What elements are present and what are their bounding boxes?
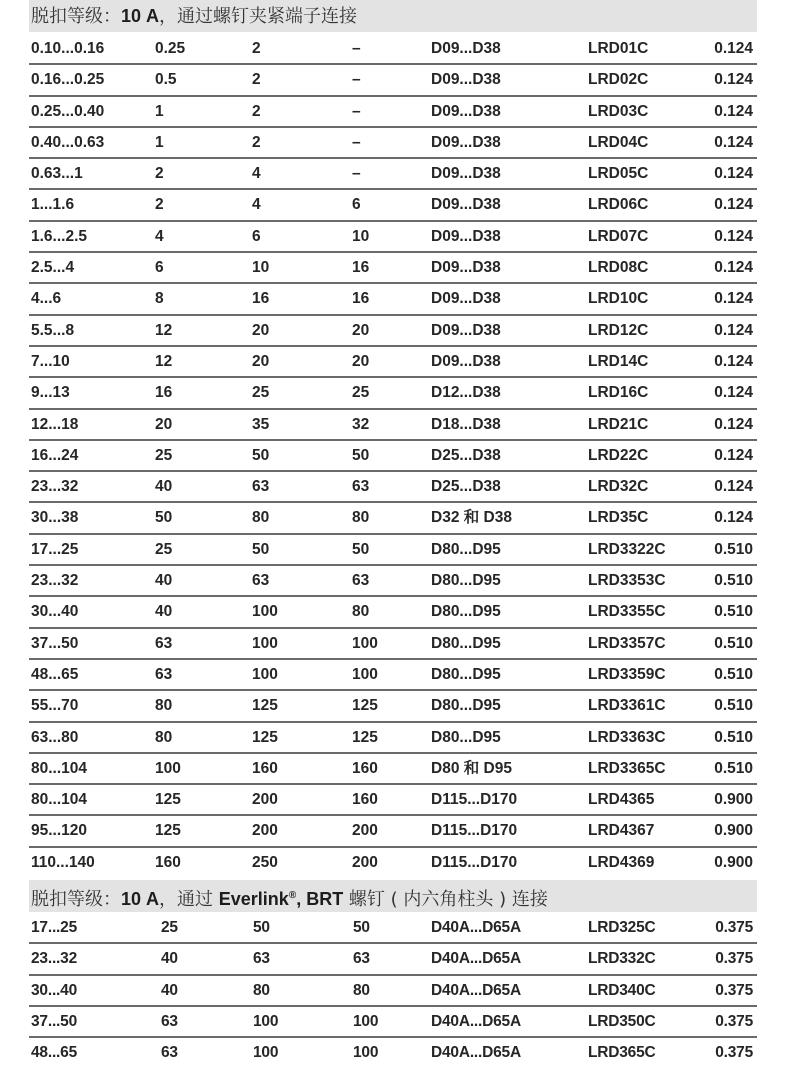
cell-setting-range: 9...13	[31, 384, 70, 402]
cell-fuse-gg: 100	[252, 665, 278, 683]
cell-fuse-bs88: –	[352, 102, 361, 120]
table-row	[29, 1007, 757, 1038]
cell-fuse-bs88: 50	[352, 540, 370, 558]
cell-fuse-bs88: 100	[352, 634, 378, 652]
cell-fuse-am: 2	[155, 196, 164, 214]
cell-fuse-gg: 35	[252, 415, 270, 433]
cell-contactor-range: D80...D95	[431, 665, 501, 683]
cell-reference: LRD325C	[588, 919, 656, 936]
cell-weight: 0.124	[714, 321, 753, 339]
cell-fuse-am: 1	[155, 102, 164, 120]
cell-reference: LRD4365	[588, 791, 655, 809]
cell-fuse-bs88: 200	[352, 853, 378, 871]
cell-contactor-range: D80 和 D95	[431, 759, 512, 777]
cell-reference: LRD03C	[588, 102, 649, 120]
cell-fuse-bs88: 160	[352, 759, 378, 777]
cell-contactor-range: D25...D38	[431, 478, 501, 496]
cell-reference: LRD365C	[588, 1044, 656, 1062]
cell-reference: LRD04C	[588, 133, 649, 151]
cell-fuse-bs88: 100	[352, 665, 378, 683]
cell-weight: 0.510	[714, 603, 753, 621]
cell-contactor-range: D80...D95	[431, 540, 501, 558]
cell-setting-range: 23...32	[31, 572, 79, 590]
cell-fuse-gg: 6	[252, 227, 261, 245]
cell-reference: LRD14C	[588, 352, 649, 370]
table-row	[29, 944, 757, 975]
relay-table-everlink	[29, 913, 757, 1067]
section-header-everlink	[29, 880, 757, 912]
cell-fuse-bs88: 100	[353, 1044, 379, 1062]
cell-fuse-am: 20	[155, 415, 173, 433]
cell-fuse-bs88: 20	[352, 352, 370, 370]
cell-reference: LRD21C	[588, 415, 649, 433]
table-row	[29, 566, 757, 597]
cell-reference: LRD350C	[588, 1012, 656, 1030]
cell-fuse-am: 125	[155, 791, 181, 809]
cell-weight: 0.124	[714, 227, 753, 245]
cell-setting-range: 80...104	[31, 759, 88, 777]
section-title-rating: 10 A	[121, 889, 160, 909]
cell-reference: LRD4369	[588, 853, 655, 871]
cell-fuse-bs88: 200	[352, 822, 378, 840]
cell-contactor-range: D40A...D65A	[431, 1044, 521, 1062]
cell-fuse-am: 63	[155, 634, 173, 652]
table-row	[29, 913, 757, 944]
cell-fuse-bs88: 10	[352, 227, 370, 245]
cell-reference: LRD07C	[588, 227, 649, 245]
cell-weight: 0.124	[714, 384, 753, 402]
table-row	[29, 816, 757, 847]
table-row	[29, 410, 757, 441]
table-row	[29, 347, 757, 378]
cell-fuse-gg: 50	[253, 919, 270, 936]
section-title-prefix: 脱扣等级：	[31, 6, 121, 27]
cell-fuse-am: 2	[155, 165, 164, 183]
cell-setting-range: 30...38	[31, 509, 79, 527]
table-row	[29, 441, 757, 472]
section-title-suffix: 螺钉 ( 内六角柱头 ) 连接	[343, 889, 548, 910]
cell-fuse-am: 8	[155, 290, 164, 308]
cell-setting-range: 16...24	[31, 446, 79, 464]
cell-fuse-am: 63	[161, 1044, 178, 1062]
table-row	[29, 128, 757, 159]
cell-fuse-am: 0.25	[155, 40, 186, 57]
table-row	[29, 660, 757, 691]
cell-reference: LRD3363C	[588, 728, 666, 746]
cell-fuse-gg: 63	[252, 478, 270, 496]
cell-fuse-am: 25	[155, 446, 173, 464]
table-row	[29, 503, 757, 534]
cell-reference: LRD332C	[588, 950, 656, 968]
cell-reference: LRD3353C	[588, 572, 666, 590]
cell-fuse-gg: 63	[253, 950, 270, 968]
cell-weight: 0.510	[714, 665, 753, 683]
cell-fuse-gg: 50	[252, 540, 270, 558]
cell-fuse-gg: 10	[252, 259, 270, 277]
cell-fuse-am: 100	[155, 759, 181, 777]
cell-setting-range: 48...65	[31, 665, 79, 683]
cell-fuse-gg: 50	[252, 446, 270, 464]
cell-setting-range: 23...32	[31, 950, 78, 968]
cell-weight: 0.124	[714, 71, 753, 89]
cell-contactor-range: D09...D38	[431, 196, 501, 214]
cell-contactor-range: D115...D170	[431, 822, 518, 840]
cell-fuse-am: 4	[155, 227, 164, 245]
cell-weight: 0.375	[715, 950, 753, 968]
cell-fuse-gg: 63	[252, 572, 270, 590]
table-row	[29, 253, 757, 284]
cell-setting-range: 55...70	[31, 697, 79, 715]
cell-fuse-am: 160	[155, 853, 181, 871]
cell-contactor-range: D18...D38	[431, 415, 501, 433]
cell-setting-range: 95...120	[31, 822, 88, 840]
cell-contactor-range: D115...D170	[431, 853, 518, 871]
cell-fuse-am: 1	[155, 133, 164, 151]
cell-reference: LRD3355C	[588, 603, 666, 621]
cell-contactor-range: D09...D38	[431, 321, 501, 339]
cell-fuse-bs88: 50	[353, 919, 370, 936]
cell-weight: 0.510	[714, 572, 753, 590]
cell-contactor-range: D115...D170	[431, 791, 518, 809]
cell-contactor-range: D09...D38	[431, 133, 501, 151]
cell-fuse-gg: 4	[252, 165, 261, 183]
table-row	[29, 976, 757, 1007]
cell-fuse-am: 12	[155, 321, 173, 339]
cell-fuse-bs88: 16	[352, 259, 370, 277]
section-header-screw-clamp	[29, 0, 757, 32]
cell-fuse-bs88: 63	[353, 950, 370, 968]
cell-contactor-range: D09...D38	[431, 71, 501, 89]
table-row	[29, 34, 757, 65]
cell-reference: LRD01C	[588, 40, 649, 57]
cell-contactor-range: D09...D38	[431, 227, 501, 245]
cell-fuse-bs88: 16	[352, 290, 370, 308]
cell-setting-range: 63...80	[31, 728, 79, 746]
cell-fuse-bs88: 63	[352, 478, 370, 496]
table-row	[29, 723, 757, 754]
cell-reference: LRD06C	[588, 196, 649, 214]
cell-setting-range: 80...104	[31, 791, 88, 809]
cell-setting-range: 0.16...0.25	[31, 71, 105, 89]
cell-setting-range: 7...10	[31, 352, 70, 370]
cell-reference: LRD3361C	[588, 697, 666, 715]
table-row	[29, 284, 757, 315]
cell-reference: LRD12C	[588, 321, 649, 339]
cell-reference: LRD340C	[588, 981, 656, 999]
cell-contactor-range: D09...D38	[431, 259, 501, 277]
table-row	[29, 754, 757, 785]
cell-fuse-am: 16	[155, 384, 173, 402]
cell-weight: 0.900	[714, 791, 753, 809]
cell-reference: LRD3357C	[588, 634, 666, 652]
cell-contactor-range: D09...D38	[431, 352, 501, 370]
cell-fuse-bs88: 50	[352, 446, 370, 464]
cell-setting-range: 37...50	[31, 1012, 78, 1030]
cell-fuse-gg: 160	[252, 759, 278, 777]
cell-fuse-am: 6	[155, 259, 164, 277]
cell-weight: 0.124	[714, 352, 753, 370]
cell-setting-range: 4...6	[31, 290, 62, 308]
cell-fuse-gg: 2	[252, 133, 261, 151]
cell-fuse-am: 40	[161, 981, 178, 999]
cell-weight: 0.124	[714, 165, 753, 183]
cell-fuse-gg: 4	[252, 196, 261, 214]
cell-fuse-gg: 100	[253, 1012, 279, 1030]
cell-weight: 0.124	[714, 290, 753, 308]
cell-setting-range: 0.10...0.16	[31, 40, 105, 57]
table-row	[29, 691, 757, 722]
table-row	[29, 535, 757, 566]
cell-weight: 0.124	[714, 446, 753, 464]
cell-fuse-bs88: 125	[352, 728, 378, 746]
cell-fuse-gg: 250	[252, 853, 278, 871]
cell-fuse-am: 50	[155, 509, 173, 527]
table-row	[29, 848, 757, 877]
cell-fuse-am: 12	[155, 352, 173, 370]
cell-setting-range: 48...65	[31, 1044, 78, 1062]
cell-setting-range: 2.5...4	[31, 259, 75, 277]
cell-setting-range: 0.40...0.63	[31, 133, 105, 151]
cell-fuse-bs88: 20	[352, 321, 370, 339]
cell-contactor-range: D80...D95	[431, 728, 501, 746]
cell-weight: 0.510	[714, 540, 753, 558]
cell-setting-range: 12...18	[31, 415, 79, 433]
table-row	[29, 222, 757, 253]
cell-reference: LRD32C	[588, 478, 649, 496]
cell-weight: 0.124	[714, 259, 753, 277]
section-title-rating: 10 A	[121, 6, 160, 26]
cell-reference: LRD22C	[588, 446, 649, 464]
cell-fuse-bs88: 80	[352, 603, 370, 621]
cell-contactor-range: D09...D38	[431, 40, 501, 57]
cell-fuse-gg: 2	[252, 71, 261, 89]
cell-fuse-gg: 100	[252, 603, 278, 621]
cell-weight: 0.124	[714, 196, 753, 214]
cell-fuse-am: 40	[155, 572, 173, 590]
table-row	[29, 472, 757, 503]
cell-contactor-range: D40A...D65A	[431, 981, 521, 999]
cell-fuse-bs88: –	[352, 71, 361, 89]
cell-weight: 0.375	[715, 1044, 753, 1062]
cell-contactor-range: D80...D95	[431, 697, 501, 715]
table-row	[29, 597, 757, 628]
cell-contactor-range: D09...D38	[431, 165, 501, 183]
cell-fuse-am: 80	[155, 728, 173, 746]
cell-contactor-range: D40A...D65A	[431, 919, 521, 936]
cell-fuse-gg: 2	[252, 40, 261, 57]
cell-fuse-am: 25	[155, 540, 173, 558]
cell-contactor-range: D80...D95	[431, 572, 501, 590]
cell-fuse-gg: 125	[252, 728, 278, 746]
cell-contactor-range: D12...D38	[431, 384, 501, 402]
table-row	[29, 1038, 757, 1067]
table-row	[29, 316, 757, 347]
cell-fuse-bs88: 32	[352, 415, 370, 433]
relay-table-screw-clamp	[29, 34, 757, 877]
cell-fuse-bs88: 25	[352, 384, 370, 402]
cell-fuse-gg: 100	[253, 1044, 279, 1062]
cell-fuse-bs88: 80	[353, 981, 370, 999]
cell-setting-range: 23...32	[31, 478, 79, 496]
cell-fuse-am: 0.5	[155, 71, 177, 89]
cell-weight: 0.510	[714, 634, 753, 652]
table-row	[29, 629, 757, 660]
cell-fuse-am: 63	[161, 1012, 178, 1030]
cell-setting-range: 110...140	[31, 853, 95, 871]
cell-weight: 0.900	[714, 853, 753, 871]
cell-fuse-gg: 2	[252, 102, 261, 120]
section-title-brand: Everlink	[218, 889, 289, 909]
cell-reference: LRD05C	[588, 165, 649, 183]
cell-fuse-bs88: –	[352, 165, 361, 183]
cell-setting-range: 30...40	[31, 603, 79, 621]
cell-weight: 0.124	[714, 40, 753, 57]
cell-contactor-range: D80...D95	[431, 634, 501, 652]
cell-fuse-am: 40	[155, 478, 173, 496]
cell-contactor-range: D09...D38	[431, 102, 501, 120]
cell-reference: LRD3322C	[588, 540, 666, 558]
cell-fuse-bs88: 80	[352, 509, 370, 527]
cell-setting-range: 17...25	[31, 919, 78, 936]
table-row	[29, 785, 757, 816]
cell-weight: 0.900	[714, 822, 753, 840]
cell-setting-range: 17...25	[31, 540, 79, 558]
cell-weight: 0.510	[714, 697, 753, 715]
cell-reference: LRD08C	[588, 259, 649, 277]
cell-weight: 0.510	[714, 728, 753, 746]
cell-weight: 0.510	[714, 759, 753, 777]
cell-fuse-bs88: 63	[352, 572, 370, 590]
cell-setting-range: 5.5...8	[31, 321, 75, 339]
cell-reference: LRD3365C	[588, 759, 666, 777]
cell-contactor-range: D25...D38	[431, 446, 501, 464]
cell-weight: 0.375	[715, 981, 753, 999]
cell-setting-range: 0.25...0.40	[31, 102, 105, 120]
table-row	[29, 159, 757, 190]
cell-fuse-am: 63	[155, 665, 173, 683]
cell-fuse-gg: 125	[252, 697, 278, 715]
table-row	[29, 378, 757, 409]
cell-fuse-gg: 200	[252, 791, 278, 809]
cell-fuse-am: 125	[155, 822, 181, 840]
cell-fuse-bs88: 160	[352, 791, 378, 809]
cell-reference: LRD10C	[588, 290, 649, 308]
cell-fuse-bs88: 125	[352, 697, 378, 715]
cell-contactor-range: D09...D38	[431, 290, 501, 308]
cell-setting-range: 37...50	[31, 634, 79, 652]
cell-weight: 0.375	[715, 1012, 753, 1030]
cell-fuse-am: 25	[161, 919, 178, 936]
cell-fuse-gg: 20	[252, 352, 270, 370]
cell-fuse-bs88: –	[352, 133, 361, 151]
cell-weight: 0.124	[714, 415, 753, 433]
cell-weight: 0.375	[715, 919, 753, 936]
cell-fuse-gg: 25	[252, 384, 270, 402]
cell-reference: LRD4367	[588, 822, 655, 840]
table-row	[29, 190, 757, 221]
cell-contactor-range: D80...D95	[431, 603, 501, 621]
cell-reference: LRD16C	[588, 384, 649, 402]
cell-fuse-bs88: 100	[353, 1012, 379, 1030]
cell-weight: 0.124	[714, 509, 753, 527]
table-row	[29, 65, 757, 96]
cell-fuse-gg: 100	[252, 634, 278, 652]
registered-mark: ®	[288, 890, 297, 901]
cell-fuse-gg: 80	[253, 981, 270, 999]
cell-setting-range: 1...1.6	[31, 196, 75, 214]
cell-weight: 0.124	[714, 478, 753, 496]
section-title-suffix: ，通过螺钉夹紧端子连接	[159, 6, 358, 27]
cell-setting-range: 0.63...1	[31, 165, 83, 183]
cell-contactor-range: D40A...D65A	[431, 950, 521, 968]
cell-weight: 0.124	[714, 102, 753, 120]
cell-fuse-gg: 20	[252, 321, 270, 339]
cell-reference: LRD35C	[588, 509, 649, 527]
section-title-prefix: 脱扣等级：	[31, 889, 121, 910]
table-row	[29, 97, 757, 128]
cell-fuse-gg: 200	[252, 822, 278, 840]
cell-contactor-range: D40A...D65A	[431, 1012, 521, 1030]
cell-fuse-am: 40	[161, 950, 178, 968]
cell-fuse-gg: 80	[252, 509, 270, 527]
cell-reference: LRD02C	[588, 71, 649, 89]
cell-setting-range: 30...40	[31, 981, 78, 999]
cell-contactor-range: D32 和 D38	[431, 509, 512, 527]
cell-fuse-am: 40	[155, 603, 173, 621]
cell-fuse-gg: 16	[252, 290, 270, 308]
cell-fuse-bs88: 6	[352, 196, 361, 214]
cell-setting-range: 1.6...2.5	[31, 227, 88, 245]
cell-weight: 0.124	[714, 133, 753, 151]
cell-fuse-am: 80	[155, 697, 173, 715]
cell-fuse-bs88: –	[352, 40, 361, 57]
cell-reference: LRD3359C	[588, 665, 666, 683]
section-title-brt: , BRT	[296, 889, 344, 909]
section-title-mid: ，通过	[159, 889, 219, 910]
